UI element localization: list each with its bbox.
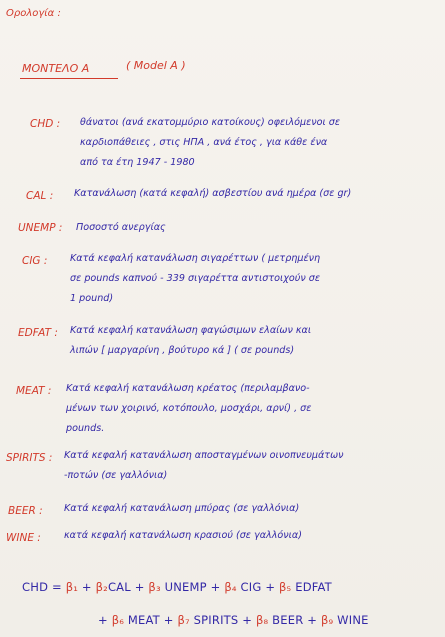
term-meat: MEAT : (16, 385, 52, 397)
regression-equation-line-2 (98, 613, 369, 627)
definition-line: καρδιοπάθειες , στις ΗΠΑ , ανά έτος , για κάθε ένα (80, 137, 328, 148)
term-edfat: EDFAT : (18, 327, 58, 339)
definition-line: -ποτών (σε γαλλόνια) (64, 470, 168, 481)
definition-line: κατά κεφαλή κατανάλωση κρασιού (σε γαλλόνια) (64, 530, 302, 541)
equation-segment: + (78, 580, 96, 594)
term-chd: CHD : (30, 118, 61, 130)
section-header: Ορολογία : (6, 8, 61, 19)
equation-segment: β₁ (65, 580, 79, 594)
model-title: ΜΟΝΤΕΛΟ Α (22, 62, 90, 75)
equation-segment: β₃ (148, 580, 161, 594)
equation-segment: β₇ (177, 613, 190, 627)
definition-line: Κατά κεφαλή κατανάλωση σιγαρέττων ( μετρημένη (70, 253, 321, 264)
term-cig: CIG : (22, 255, 48, 267)
equation-segment: SPIRITS + (189, 613, 256, 627)
equation-segment: β₈ (255, 613, 269, 627)
equation-segment: CIG + (236, 580, 280, 594)
equation-segment: CAL + (107, 580, 149, 594)
definition-line: Κατά κεφαλή κατανάλωση κρέατος (περιλαμβανο- (66, 383, 310, 394)
term-unemp: UNEMP : (18, 222, 63, 234)
term-spirits: SPIRITS : (6, 452, 53, 464)
definition-line: από τα έτη 1947 - 1980 (80, 157, 195, 168)
definition-line: Κατά κεφαλή κατανάλωση αποσταγμένων οινοπνευμάτων (64, 450, 344, 461)
definition-line: σε pounds καπνού - 339 σιγαρέττα αντιστοιχούν σε (70, 273, 321, 284)
equation-segment: β₄ (224, 580, 237, 594)
definition-line: Κατανάλωση (κατά κεφαλή) ασβεστίου ανά ημέρα (σε gr) (74, 188, 352, 199)
definition-line: θάνατοι (ανά εκατομμύριο κατοίκους) οφειλόμενοι σε (80, 117, 341, 128)
equation-segment: + (98, 613, 112, 627)
equation-segment: BEER + (268, 613, 321, 627)
definition-line: pounds. (66, 423, 105, 434)
definition-line: λιπών [ μαργαρίνη , βούτυρο κά ] ( σε pounds) (70, 345, 295, 356)
definition-line: μένων των χοιρινό, κοτόπουλο, μοσχάρι, αρνί) , σε (66, 403, 312, 414)
equation-segment: β₆ (111, 613, 125, 627)
term-cal: CAL : (26, 190, 54, 202)
model-subtitle: ( Model A ) (126, 59, 186, 72)
equation-segment: EDFAT (291, 580, 332, 594)
equation-segment: β₅ (279, 580, 292, 594)
definition-line: 1 pound) (70, 293, 114, 304)
model-title-underline (20, 78, 118, 79)
regression-equation-line-1 (22, 580, 332, 594)
equation-segment: MEAT + (124, 613, 178, 627)
term-wine: WINE : (6, 532, 41, 544)
equation-segment: WINE (333, 613, 369, 627)
equation-segment: UNEMP + (160, 580, 225, 594)
equation-segment: CHD = (22, 580, 66, 594)
definition-line: Κατά κεφαλή κατανάλωση φαγώσιμων ελαίων και (70, 325, 312, 336)
definition-line: Κατά κεφαλή κατανάλωση μπύρας (σε γαλλόνια) (64, 503, 300, 514)
definition-line: Ποσοστό ανεργίας (76, 222, 166, 233)
equation-segment: β₂ (95, 580, 108, 594)
equation-segment: β₉ (320, 613, 334, 627)
term-beer: BEER : (8, 505, 43, 517)
